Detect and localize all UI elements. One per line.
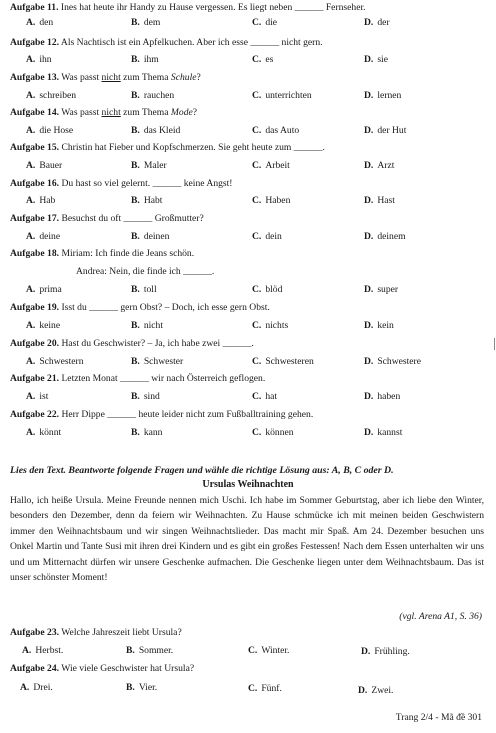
option-b[interactable]: B. Habt (131, 195, 163, 206)
option-c[interactable]: C. das Auto (252, 125, 300, 136)
question-24: Aufgabe 24. Wie viele Geschwister hat Ursula? (10, 663, 195, 674)
option-d[interactable]: D. Hast (364, 195, 395, 206)
option-d[interactable]: D. Frühling. (361, 646, 410, 657)
option-d[interactable]: D. kein (364, 320, 394, 331)
option-c[interactable]: C. Arbeit (252, 160, 290, 171)
question-21: Aufgabe 21. Letzten Monat ______ wir nach Österreich geflogen. (10, 373, 266, 384)
option-a[interactable]: A. Bauer (26, 160, 63, 171)
option-d[interactable]: D. kannst (364, 427, 403, 438)
option-b[interactable]: B. nicht (131, 320, 163, 331)
option-b[interactable]: B. Vier. (126, 682, 158, 693)
question-19: Aufgabe 19. Isst du ______ gern Obst? – Doch, ich esse gern Obst. (10, 302, 270, 313)
option-a[interactable]: A. prima (26, 284, 62, 295)
question-22: Aufgabe 22. Herr Dippe ______ heute leider nicht zum Fußballtraining gehen. (10, 409, 314, 420)
option-a[interactable]: A. ist (26, 391, 49, 402)
option-d[interactable]: D. super (364, 284, 399, 295)
option-d[interactable]: D. der Hut (364, 125, 407, 136)
question-17: Aufgabe 17. Besuchst du oft ______ Großmutter? (10, 213, 204, 224)
option-c[interactable]: C. Schwesteren (252, 356, 314, 367)
options-15 (0, 160, 496, 173)
question-12: Aufgabe 12. Als Nachtisch ist ein Apfelkuchen. Aber ich esse ______ nicht gern. (10, 37, 323, 48)
question-14: Aufgabe 14. Was passt nicht zum Thema Mode? (10, 107, 198, 118)
option-a[interactable]: A. schreiben (26, 90, 77, 101)
options-17 (0, 231, 496, 244)
question-13: Aufgabe 13. Was passt nicht zum Thema Schule? (10, 72, 201, 83)
option-d[interactable]: D. haben (364, 391, 401, 402)
option-c[interactable]: C. dein (252, 231, 282, 242)
option-b[interactable]: B. Sommer. (126, 645, 174, 656)
options-12 (0, 54, 496, 67)
option-b[interactable]: B. ihm (131, 54, 159, 65)
question-18-line2: Andrea: Nein, die finde ich ______. (76, 266, 215, 277)
reading-text: Hallo, ich heiße Ursula. Meine Freunde nennen mich Uschi. Ich habe im Sommer Geburtstag, aber ich liebe den Winter, besonders den Dezember, denn da feiern wir Weihnachten. Zu Hause schmücke ich mit meinen beiden Geschwistern immer den Weihnachtsbaum und wir singen Weihnachtslieder. Das macht mir Spaß. Am 24. Dezember besuchen uns Onkel Martin und Tante Susi mit ihren drei Kindern und es gibt ein großes Festessen! Nach dem Essen unterhalten wir uns und um Mitternacht dürfen wir unsere Geschenke aufmachen. Die Geschenke liegen unter dem Weihnachtsbaum. Das ist unser schönster Moment! (10, 495, 484, 584)
reading-source: (vgl. Arena A1, S. 36) (399, 611, 482, 622)
option-d[interactable]: D. lernen (364, 90, 402, 101)
option-b[interactable]: B. toll (131, 284, 157, 295)
option-c[interactable]: C. die (252, 17, 278, 28)
options-20 (0, 356, 496, 369)
option-a[interactable]: A. Schwestern (26, 356, 84, 367)
option-d[interactable]: D. sie (364, 54, 388, 65)
page-footer: Trang 2/4 - Mã đề 301 (395, 712, 482, 723)
options-21 (0, 391, 496, 404)
option-b[interactable]: B. das Kleid (131, 125, 181, 136)
option-b[interactable]: B. deinen (131, 231, 170, 242)
reading-instruction: Lies den Text. Beantworte folgende Fragen und wähle die richtige Lösung aus: A, B, C oder D. (10, 465, 394, 476)
option-c[interactable]: C. Haben (252, 195, 291, 206)
question-16: Aufgabe 16. Du hast so viel gelernt. ______ keine Angst! (10, 178, 233, 189)
option-a[interactable]: A. deine (26, 231, 61, 242)
question-23: Aufgabe 23. Welche Jahreszeit liebt Ursula? (10, 627, 182, 638)
option-c[interactable]: C. blöd (252, 284, 283, 295)
option-c[interactable]: C. es (252, 54, 274, 65)
question-18: Aufgabe 18. Miriam: Ich finde die Jeans schön. (10, 248, 195, 259)
options-22 (0, 427, 496, 440)
options-14 (0, 125, 496, 138)
option-d[interactable]: D. der (364, 17, 390, 28)
options-24 (0, 682, 496, 695)
option-c[interactable]: C. Winter. (248, 645, 290, 656)
options-16 (0, 195, 496, 208)
reading-title: Ursulas Weihnachten (202, 479, 294, 490)
option-d[interactable]: D. Zwei. (358, 685, 394, 696)
question-11: Aufgabe 11. Ines hat heute ihr Handy zu Hause vergessen. Es liegt neben ______ Fernseher. (10, 2, 366, 13)
option-d[interactable]: D. deinem (364, 231, 406, 242)
option-a[interactable]: A. könnt (26, 427, 62, 438)
question-15: Aufgabe 15. Christin hat Fieber und Kopfschmerzen. Sie geht heute zum ______. (10, 142, 325, 153)
option-b[interactable]: B. rauchen (131, 90, 175, 101)
option-c[interactable]: C. können (252, 427, 294, 438)
options-19 (0, 320, 496, 333)
option-a[interactable]: A. ihn (26, 54, 52, 65)
options-13 (0, 90, 496, 103)
option-b[interactable]: B. Maler (131, 160, 167, 171)
option-c[interactable]: C. unterrichten (252, 90, 312, 101)
options-11 (0, 17, 496, 30)
option-a[interactable]: A. Hab (26, 195, 56, 206)
question-20: Aufgabe 20. Hast du Geschwister? – Ja, ich habe zwei ______. (10, 338, 254, 349)
option-a[interactable]: A. die Hose (26, 125, 74, 136)
option-a[interactable]: A. Herbst. (22, 645, 64, 656)
option-a[interactable]: A. den (26, 17, 54, 28)
option-d[interactable]: D. Schwestere (364, 356, 422, 367)
option-b[interactable]: B. sind (131, 391, 160, 402)
option-a[interactable]: A. keine (26, 320, 61, 331)
options-23 (0, 645, 496, 658)
option-c[interactable]: C. nichts (252, 320, 289, 331)
option-c[interactable]: C. hat (252, 391, 278, 402)
option-b[interactable]: B. dem (131, 17, 161, 28)
option-d[interactable]: D. Arzt (364, 160, 395, 171)
scan-edge-mark (494, 338, 495, 350)
option-b[interactable]: B. kann (131, 427, 163, 438)
option-a[interactable]: A. Drei. (20, 682, 53, 693)
option-b[interactable]: B. Schwester (131, 356, 184, 367)
option-c[interactable]: C. Fünf. (248, 683, 282, 694)
options-18 (0, 284, 496, 297)
